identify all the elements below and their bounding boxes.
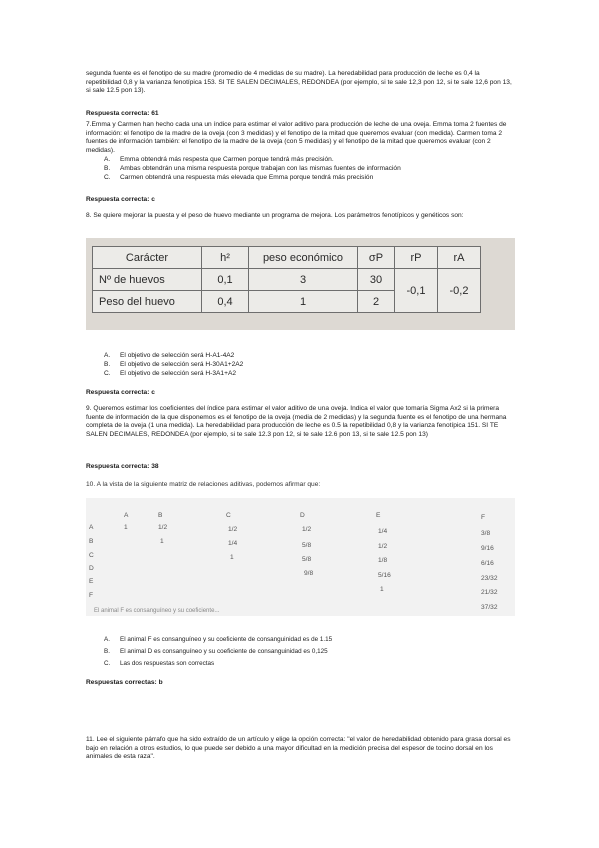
table-header-cell: peso económico: [249, 247, 358, 269]
option-text: El animal D es consanguíneo y su coeficiente de consanguinidad es 0,125: [120, 648, 328, 655]
q11-stem: 11. Lee el siguiente párrafo que ha sido extraído de un artículo y elige la opción correcta: "el valor de heredabilidad obtenido para grasa dorsal es bajo en relación a otros estudios, lo que puede ser debido a una mayor dificultad en la medición precisa del espesor de tocino dorsal en los animales de esta raza".: [86, 736, 511, 761]
table-header-cell: Carácter: [93, 247, 202, 269]
option-letter: C.: [104, 174, 111, 181]
q9-answer: Respuesta correcta: 38: [86, 463, 159, 470]
matrix-truncated-text: El animal F es consanguíneo y su coeficiente...: [94, 608, 220, 614]
q8-option-a: [104, 352, 514, 361]
q10-option-b: [104, 648, 524, 656]
table-cell: 0,1: [202, 269, 249, 291]
table-header-row: [93, 247, 481, 269]
option-text: Carmen obtendrá una respuesta más elevada que Emma porque tendrá más precisión: [120, 174, 374, 181]
table-cell-ra: -0,2: [438, 269, 481, 313]
matrix-row-header: D: [89, 565, 94, 572]
q8-stem: 8. Se quiere mejorar la puesta y el peso de huevo mediante un programa de mejora. Los parámetros fenotípicos y genéticos son:: [86, 212, 464, 219]
matrix-cell: 9/8: [304, 570, 314, 577]
table-cell: 0,4: [202, 291, 249, 313]
table-cell: 3: [249, 269, 358, 291]
matrix-row-header: B: [89, 538, 94, 545]
matrix-col-header: F: [481, 514, 486, 521]
option-text: Ambas obtendrán una misma respuesta porque trabajan con las mismas fuentes de información: [120, 165, 401, 172]
matrix-cell: 1: [160, 538, 164, 545]
matrix-col-header: A: [124, 512, 129, 519]
matrix-cell: 6/16: [481, 560, 494, 567]
q10-stem: 10. A la vista de la siguiente matriz de relaciones aditivas, podemos afirmar que:: [86, 481, 321, 488]
matrix-col-header: E: [376, 512, 381, 519]
option-letter: B.: [104, 648, 110, 655]
matrix-cell: 37/32: [481, 604, 498, 611]
option-letter: C.: [104, 370, 111, 377]
relationship-matrix-photo: [86, 498, 515, 616]
option-letter: A.: [104, 636, 110, 643]
option-letter: C.: [104, 660, 111, 667]
q8-option-b: [104, 361, 514, 370]
option-letter: A.: [104, 156, 111, 163]
matrix-cell: 1/4: [378, 528, 388, 535]
trait-parameter-table: [92, 246, 481, 313]
matrix-cell: 1: [380, 586, 384, 593]
matrix-cell: 1/2: [378, 543, 388, 550]
option-text: El objetivo de selección será H-30A1+2A2: [120, 361, 244, 368]
q7-option-b: [104, 165, 514, 174]
table-cell: 30: [358, 269, 395, 291]
q8-option-c: [104, 370, 514, 379]
option-letter: B.: [104, 165, 111, 172]
matrix-cell: 3/8: [481, 530, 491, 537]
q10-answer: Respuestas correctas: b: [86, 679, 163, 686]
q8-answer: Respuesta correcta: c: [86, 389, 155, 396]
q7-option-c: [104, 174, 514, 183]
table-header-cell: σP: [358, 247, 395, 269]
table-cell-rp: -0,1: [395, 269, 438, 313]
matrix-cell: 21/32: [481, 589, 498, 596]
matrix-col-header: C: [226, 512, 231, 519]
q7-option-a: [104, 156, 514, 165]
q7-answer: Respuesta correcta: c: [86, 196, 155, 203]
matrix-row-header: E: [89, 578, 94, 585]
matrix-row-header: F: [89, 592, 94, 599]
q6-continuation: segunda fuente es el fenotipo de su madre (promedio de 4 medidas de su madre). La heredabilidad para producción de leche es 0,4 la repetibilidad 0,8 y la varianza fenotípica 153. SI TE SALEN DECIMALES, REDONDEA (por ejemplo, si te sale 12,3 pon 12, si te sale 12,6 pon 13, si sale 12.5 pon 13).: [86, 70, 512, 95]
matrix-cell: 1: [124, 524, 128, 531]
matrix-cell: 9/16: [481, 545, 494, 552]
option-text: Las dos respuestas son correctas: [120, 660, 215, 667]
matrix-cell: 1: [230, 554, 234, 561]
q9-stem: 9. Queremos estimar los coeficientes del índice para estimar el valor aditivo de una oveja. Indica el valor que tomaría Sigma Ax2 si la primera fuente de información de la que disponemos es el fenotipo de la oveja (media de 2 medidas) y la segunda fuente es el fenotipo de una hermana completa de la oveja (1 una medida). La heredabilidad para producción de leche es 0.5 la repetibilidad 0,8 y la varianza fenotípica 151. SI TE SALEN DECIMALES, REDONDEA (por ejemplo, si te sale 12.3 pon 12, si te sale 12.6 pon 13, si te sale 12.5 pon 13): [86, 405, 507, 438]
table-cell: Peso del huevo: [93, 291, 202, 313]
table-cell: 2: [358, 291, 395, 313]
matrix-cell: 5/16: [378, 572, 391, 579]
matrix-col-header: B: [158, 512, 163, 519]
matrix-cell: 1/2: [302, 526, 312, 533]
option-text: El animal F es consanguíneo y su coeficiente de consanguinidad es de 1.15: [120, 636, 333, 643]
matrix-cell: 1/2: [228, 526, 238, 533]
q10-option-a: [104, 636, 524, 644]
table-row: [93, 269, 481, 291]
matrix-cell: 1/8: [378, 557, 388, 564]
matrix-cell: 5/8: [302, 542, 312, 549]
trait-table-photo: [86, 238, 515, 330]
table-header-cell: h²: [202, 247, 249, 269]
q7-stem: 7.Emma y Carmen han hecho cada una un índice para estimar el valor aditivo para producción de leche de una oveja. Emma toma 2 fuentes de información: el fenotipo de la madre de la oveja (con 3 medidas) y el fenotipo de la mitad que queremos evaluar (con medida). Carmen toma 2 fuentes de información también: el fenotipo de la madre de la oveja (con 5 medidas) y el fenotipo de la mitad que queremos evaluar (con 2 medidas).: [86, 121, 507, 154]
option-letter: B.: [104, 361, 111, 368]
q10-option-c: [104, 660, 524, 668]
matrix-col-header: D: [300, 512, 305, 519]
table-cell: 1: [249, 291, 358, 313]
table-header-cell: rA: [438, 247, 481, 269]
table-header-cell: rP: [395, 247, 438, 269]
q6-answer: Respuesta correcta: 61: [86, 110, 159, 117]
matrix-cell: 5/8: [302, 556, 312, 563]
table-cell: Nº de huevos: [93, 269, 202, 291]
option-text: Emma obtendrá más respesta que Carmen porque tendrá más precisión.: [120, 156, 334, 163]
matrix-row-header: C: [89, 552, 94, 559]
matrix-row-header: A: [89, 524, 94, 531]
matrix-cell: 1/4: [228, 540, 238, 547]
matrix-cell: 23/32: [481, 575, 498, 582]
option-text: El objetivo de selección será H-A1-4A2: [120, 352, 235, 359]
option-letter: A.: [104, 352, 111, 359]
matrix-cell: 1/2: [158, 524, 168, 531]
option-text: El objetivo de selección será H-3A1+A2: [120, 370, 237, 377]
